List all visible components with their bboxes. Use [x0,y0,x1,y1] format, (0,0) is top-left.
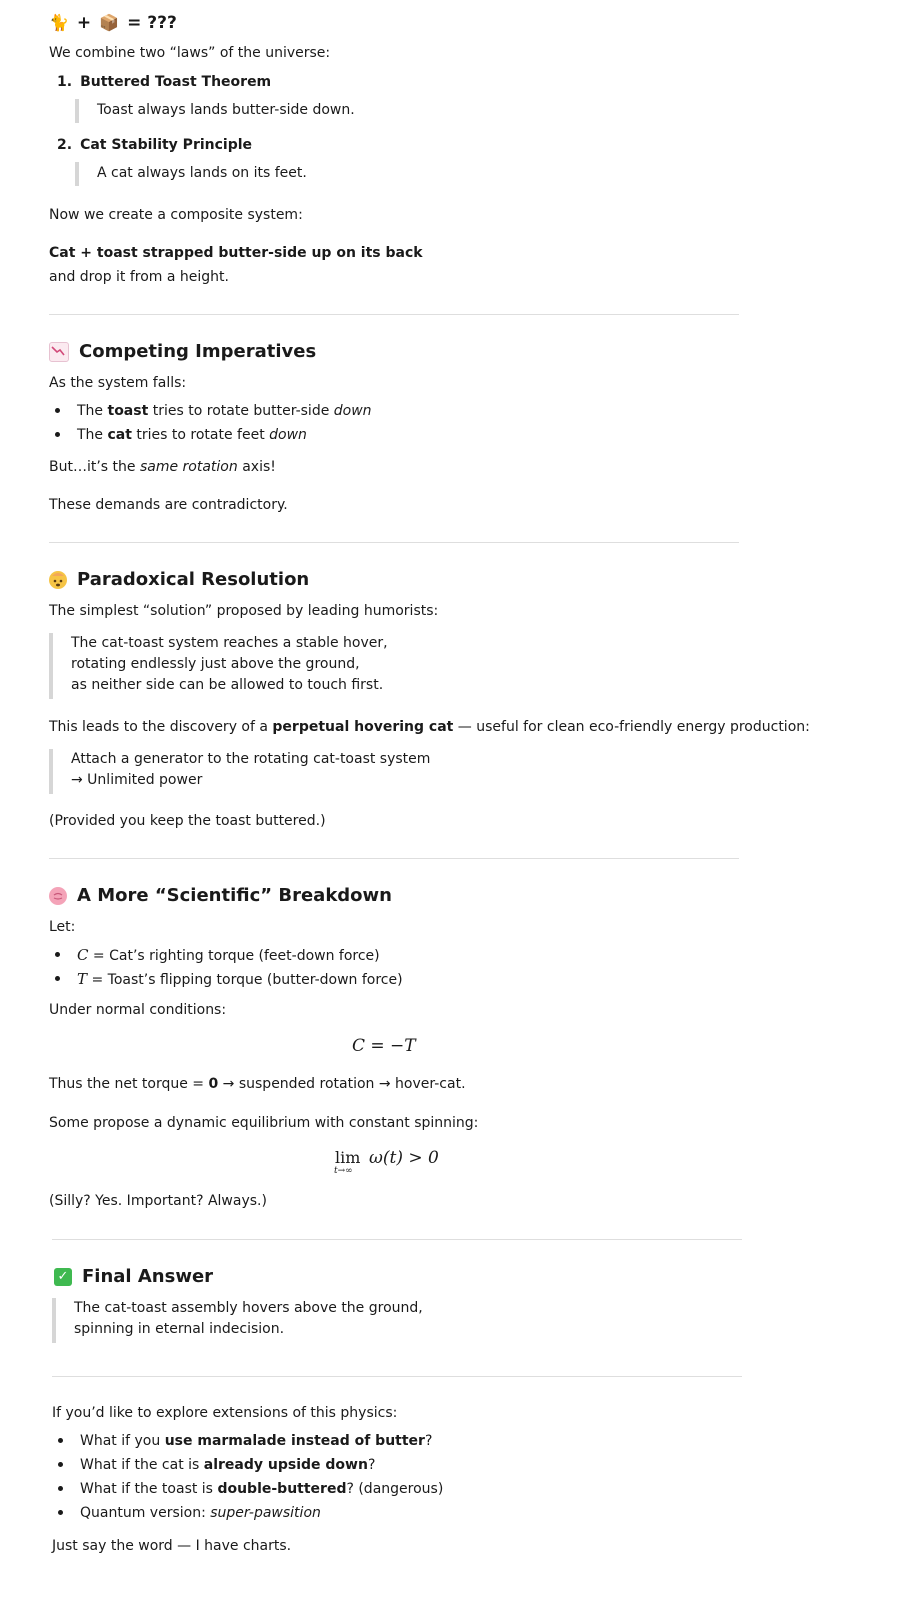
closing-text: Just say the word — I have charts. [52,1538,292,1554]
dynamic-equilibrium-text: Some propose a dynamic equilibrium with constant spinning: [49,1115,479,1131]
cat-emoji-icon: 🐈 [49,13,69,32]
list-item: The cat tries to rotate feet down [77,427,307,443]
brain-icon [49,887,67,905]
list-item: What if the toast is double-buttered? (dangerous) [80,1481,444,1497]
title [49,10,177,36]
divider [52,1239,742,1240]
divider [49,314,739,315]
law-2-title: 2. Cat Stability Principle [57,137,253,153]
section-competing-heading: Competing Imperatives [49,339,316,365]
divider [49,542,739,543]
net-torque-text: Thus the net torque = 0 → suspended rotation → hover-cat. [49,1076,466,1092]
composite-bold: Cat + toast strapped butter-side up on its back [49,245,423,261]
hover-quote: The cat-toast system reaches a stable hover, rotating endlessly just above the ground, as neither side can be allowed to touch first. [49,633,388,699]
check-mark-icon: ✓ [54,1268,72,1286]
equation-c-equals-minus-t: C = −T [352,1036,416,1056]
title-text: = ??? [127,13,177,33]
law-1-quote: Toast always lands butter-side down. [75,99,355,123]
list-item: What if the cat is already upside down? [80,1457,376,1473]
final-answer-heading: ✓ Final Answer [54,1264,213,1290]
exploding-head-icon [49,571,67,589]
section2-intro: The simplest “solution” proposed by leading humorists: [49,603,439,619]
bullet-dot [58,1438,63,1443]
discovery-text: This leads to the discovery of a perpetual hovering cat — useful for clean eco-friendly energy production: [49,719,810,735]
divider [52,1376,742,1377]
divider [49,858,739,859]
bullet-dot [55,952,60,957]
list-item: Quantum version: super-pawsition [80,1505,321,1521]
normal-conditions-text: Under normal conditions: [49,1002,227,1018]
same-axis-text: But…it’s the same rotation axis! [49,459,276,475]
bullet-dot [55,432,60,437]
bullet-dot [55,976,60,981]
bullet-dot [58,1486,63,1491]
bullet-dot [58,1462,63,1467]
law-1-title: 1. Buttered Toast Theorem [57,74,272,90]
section1-intro: As the system falls: [49,375,187,391]
section-scientific-heading: A More “Scientific” Breakdown [49,883,392,909]
bullet-dot [55,408,60,413]
extensions-intro: If you’d like to explore extensions of this physics: [52,1405,398,1421]
provided-text: (Provided you keep the toast buttered.) [49,813,326,829]
law-2-quote: A cat always lands on its feet. [75,162,307,186]
contradictory-text: These demands are contradictory. [49,497,288,513]
list-item: C = Cat’s righting torque (feet-down force) [77,946,380,964]
list-item: T = Toast’s flipping torque (butter-down force) [77,970,403,988]
list-item: The toast tries to rotate butter-side down [77,403,372,419]
box-emoji-icon: 📦 [99,13,120,32]
list-item: What if you use marmalade instead of butter? [80,1433,433,1449]
bullet-dot [58,1510,63,1515]
intro-text: We combine two “laws” of the universe: [49,45,331,61]
silly-text: (Silly? Yes. Important? Always.) [49,1193,267,1209]
section-paradox-heading: Paradoxical Resolution [49,567,309,593]
composite-intro: Now we create a composite system: [49,207,303,223]
title-plus: + [76,13,92,33]
generator-quote: Attach a generator to the rotating cat-toast system → Unlimited power [49,749,430,794]
let-text: Let: [49,919,76,935]
chart-decreasing-icon [49,342,69,362]
final-answer-quote: The cat-toast assembly hovers above the ground, spinning in eternal indecision. [52,1298,423,1343]
composite-tail: and drop it from a height. [49,269,229,285]
